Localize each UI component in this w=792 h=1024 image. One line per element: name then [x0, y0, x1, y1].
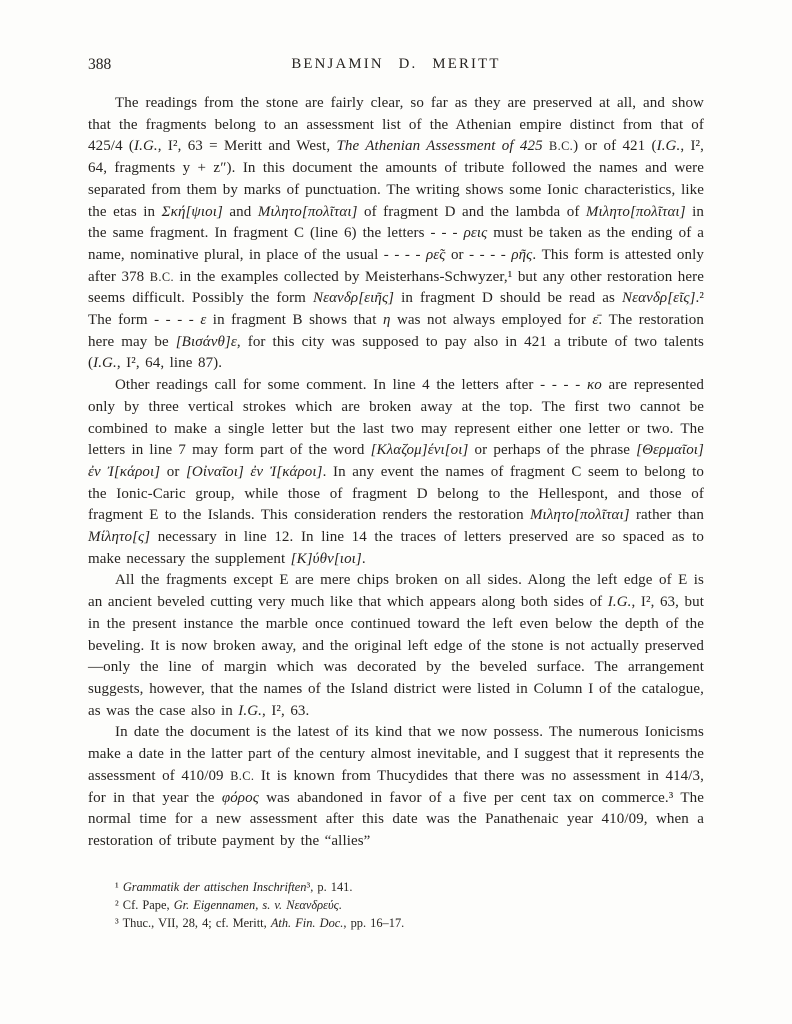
paragraph-4: In date the document is the latest of its kind that we now possess. The numerous Ionicisms make a date in the latter part of the century almost inevitable, and I suggest that it represents the assessment of 410/09 B.C. It is known from Thucydides that there was no assessment in 414/3, for in that year the φόρος was abandoned in favor of a five per cent tax on commerce.³ The normal time for a new assessment after this date was the Panathenaic year 410/09, when a restoration of tribute payment by the “allies” [88, 724, 704, 849]
footnote-2: ² Cf. Pape, Gr. Eigennamen, s. v. Νεανδρεύς. [115, 898, 342, 913]
page-number: 388 [88, 56, 112, 73]
footnote-3: ³ Thuc., VII, 28, 4; cf. Meritt, Ath. Fin. Doc., pp. 16–17. [115, 916, 405, 931]
paragraph-1: The readings from the stone are fairly clear, so far as they are preserved at all, and show that the fragments belong to an assessment list of the Athenian empire distinct from that of 425/4 (I.G., I², 63 = Meritt and West, The Athenian Assessment of 425 B.C.) or of 421 (I.G., I², 64, fragments y + z″). In this document the amounts of tribute followed the names and were separated from them by marks of punctuation. The writing shows some Ionic characteristics, like the etas in Σκή[ψιοι] and Μιλητο[πολῖται] of fragment D and the lambda of Μιλητο[πολῖται] in the same fragment. In fragment C (line 6) the letters - - - ρεις must be taken as the ending of a name, nominative plural, in place of the usual - - - - ρε̃ς or - - - - ρῆς. This form is attested only after 378 B.C. in the examples collected by Meisterhans-Schwyzer,¹ but any other restoration here seems difficult. Possibly the form Νεανδρ[ειῆς] in fragment D should be read as Νεανδρ[εῖς].² The form - - - - ε in fragment B shows that η was not always employed for ε̄. The restoration here may be [Βισάνθ]ε, for this city was supposed to pay also in 421 a tribute of two talents (I.G., I², 64, line 87). [88, 95, 705, 372]
page-header [88, 56, 704, 78]
paragraph-2: Other readings call for some comment. In line 4 the letters after - - - - κο are represented only by three vertical strokes which are broken away at the top. The first two cannot be combined to make a single letter but the last two may represent either one letter or two. The letters in line 7 may form part of the word [Κλαζομ]ένι[οι] or perhaps of the phrase [Θερμαῖοι] ἐν Ἰ[κάροι] or [Οἰναῖοι] ἐν Ἰ[κάροι]. In any event the names of fragment C seem to belong to the Ionic-Caric group, while those of fragment D belong to the Hellespont, and those of fragment E to the Islands. This consideration renders the restoration Μιλητο[πολῖται] rather than Μίλητο[ς] necessary in line 12. In line 14 the traces of letters preserved are so spaced as to make necessary the supplement [Κ]ύθν[ιοι]. [88, 377, 705, 567]
paragraph-3: All the fragments except E are mere chips broken on all sides. Along the left edge of E is an ancient beveled cutting very much like that which appears along both sides of I.G., I², 63, but in the present instance the marble once continued toward the left even below the depth of the beveling. It is now broken away, and the original left edge of the stone is not actually preserved—only the line of margin which was decorated by the beveled surface. The arrangement suggests, however, that the names of the Island district were listed in Column I of the catalogue, as was the case also in I.G., I², 63. [88, 572, 704, 719]
footnotes [88, 878, 704, 933]
running-head: BENJAMIN D. MERITT [291, 56, 501, 72]
article-body [88, 93, 704, 853]
footnote-1: ¹ Grammatik der attischen Inschriften³, p. 141. [115, 879, 353, 894]
